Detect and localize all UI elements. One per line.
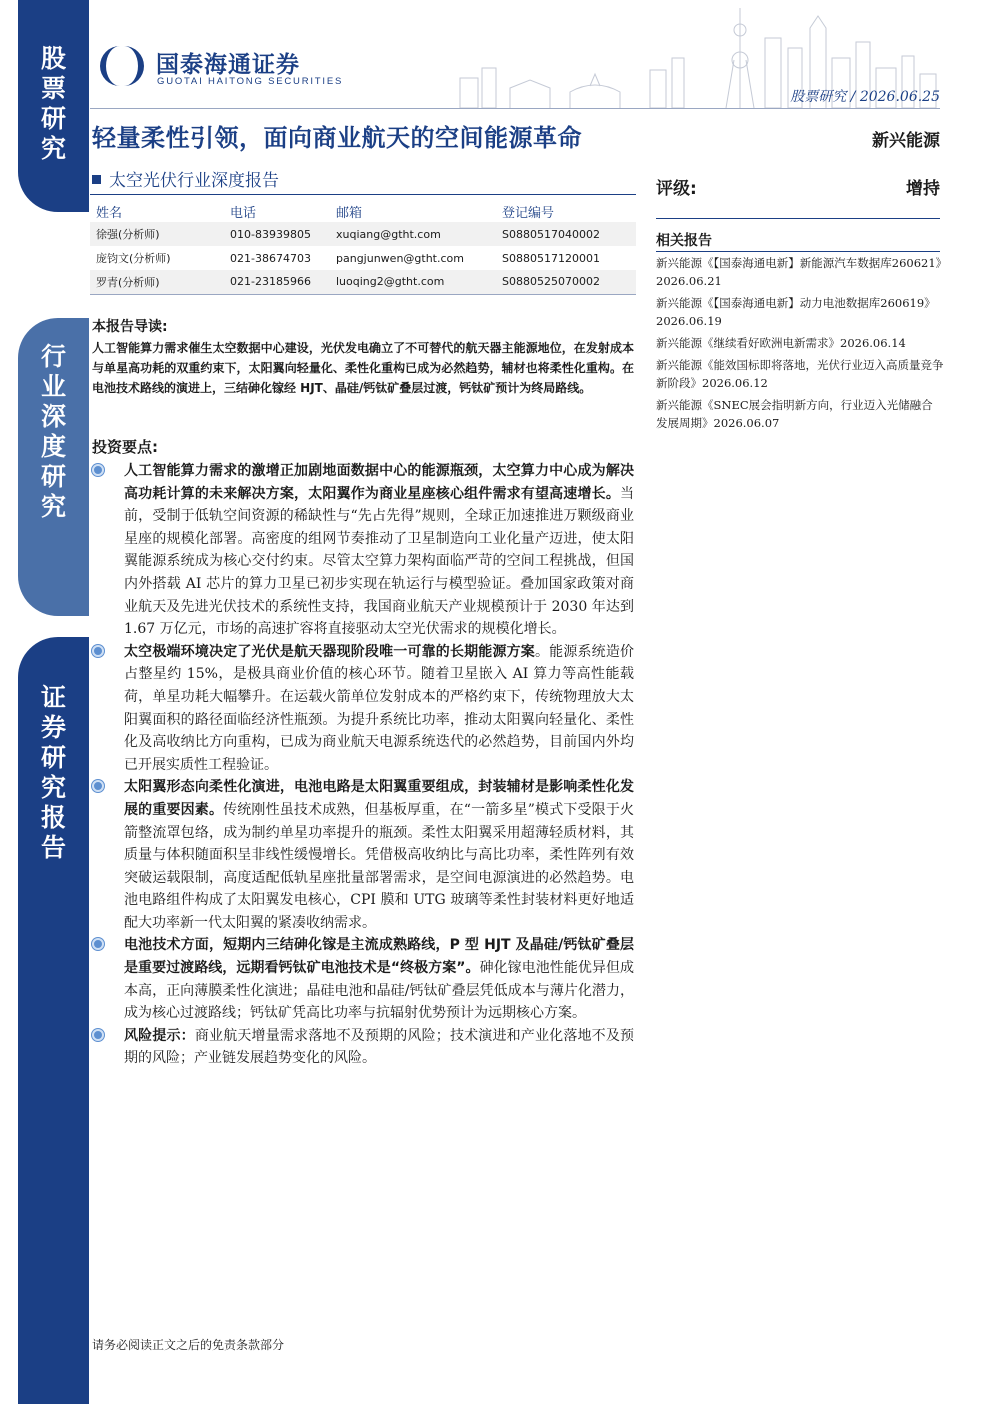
table-row [90,222,636,246]
report-type-date: 股票研究 / 2026.06.25 [790,89,940,105]
analyst-phone: 021-23185966 [224,270,330,294]
related-report-item[interactable]: 新兴能源《能效国标即将落地，光伏行业迈入高质量竞争新阶段》2026.06.12 [656,358,944,390]
related-report-item[interactable]: 新兴能源《SNEC展会指明新方向，行业迈入光储融合发展周期》2026.06.07 [656,398,933,430]
bullet-icon [92,1029,104,1041]
analyst-phone: 021-38674703 [230,251,311,265]
report-subtitle: 太空光伏行业深度报告 [92,166,279,191]
column-header-registration: 登记编号 [502,205,555,221]
investment-points-title: 投资要点: [92,438,158,456]
sidebar-label-securities-report: 证 券 研 究 报 告 [40,683,66,862]
investment-point [92,934,634,1024]
related-report-item[interactable]: 新兴能源《继续看好欧洲电新需求》2026.06.14 [656,336,906,350]
related-report-item[interactable]: 新兴能源《【国泰海通电新】动力电池数据库260619》2026.06.19 [656,296,936,328]
point-highlight: 太阳翼形态向柔性化演进，电池电路是太阳翼重要组成，封装辅材是影响柔性化发展的重要因素。 [124,779,634,818]
guide-body: 人工智能算力需求催生太空数据中心建设，光伏发电确立了不可替代的航天器主能源地位，在发射成本与单星高功耗的双重约束下，太阳翼向轻量化、柔性化重构已成为必然趋势，辅材也将柔性化重构。在电池技术路线的演进上，三结砷化镓经 HJT、晶硅/钙钛矿叠层过渡，钙钛矿预计为终局路线。 [92,341,634,395]
analyst-email[interactable]: xuqiang@gtht.com [330,222,496,246]
analyst-table-header [90,200,636,222]
analyst-name: 庞钧文(分析师) [96,252,171,265]
report-title: 轻量柔性引领，面向商业航天的空间能源革命 [92,124,582,152]
investment-point [92,460,634,641]
sidebar-block-stock-research [18,0,89,212]
related-reports-divider [656,251,940,252]
analyst-registration: S0880525070002 [496,270,636,294]
column-header-name: 姓名 [96,205,123,221]
bullet-icon [92,464,104,476]
point-text: 砷化镓电池性能优异但成本高，正向薄膜柔性化演进；晶硅电池和晶硅/钙钛矿叠层凭低成本与薄片化潜力，成为核心过渡路线；钙钛矿凭高比功率与抗辐射优势预计为远期核心方案。 [124,960,635,1022]
rating-value: 增持 [906,179,940,199]
sidebar-block-industry-research [18,318,89,616]
point-text: 。能源系统造价占整星约 15%，是极具商业价值的核心环节。随着卫星嵌入 AI 算力等高性能载荷，单星功耗大幅攀升。在运载火箭单位发射成本的严格约束下，传统物理放大太阳翼面积的路径面临经济性瓶颈。为提升系统比功率，推动太阳翼向轻量化、柔性化及高收纳比方向重构，已成为商业航天电源系统迭代的必然趋势，目前国内外均已开展实质性工程验证。 [124,643,635,773]
sidebar-label-stock-research: 股 票 研 究 [40,44,66,163]
related-reports-title: 相关报告 [656,233,712,249]
point-text: 商业航天增量需求落地不及预期的风险；技术演进和产业化落地不及预期的风险；产业链发展趋势变化的风险。 [124,1027,635,1067]
company-logo-icon [94,44,146,88]
rating-label: 评级: [656,179,697,199]
point-highlight: 人工智能算力需求的激增正加剧地面数据中心的能源瓶颈，太空算力中心成为解决高功耗计算的未来解决方案，太阳翼作为商业星座核心组件需求有望高速增长。 [124,463,634,502]
sidebar-block-securities-report [18,637,89,1404]
square-bullet-icon [92,175,101,184]
rating-divider [656,218,940,219]
point-highlight: 电池技术方面，短期内三结砷化镓是主流成熟路线，P 型 HJT 及晶硅/钙钛矿叠层是重要过渡路线，远期看钙钛矿电池技术是“终极方案”。 [124,937,634,977]
analyst-registration: S0880517040002 [496,222,636,246]
bullet-icon [92,938,104,950]
analyst-registration: S0880517120001 [502,251,600,265]
column-header-phone: 电话 [230,205,257,221]
disclaimer-note: 请务必阅读正文之后的免责条款部分 [92,1338,285,1352]
analyst-email[interactable]: luoqing2@gtht.com [330,270,496,294]
table-row [90,270,636,294]
related-reports-list [656,254,944,436]
sector-label: 新兴能源 [872,131,940,151]
guide-title: 本报告导读: [92,319,168,335]
analyst-phone: 010-83939805 [224,222,330,246]
point-text: 当前，受制于低轨空间资源的稀缺性与“先占先得”规则，全球正加速推进万颗级商业星座的规模化部署。高密度的组网节奏推动了卫星制造向工业化量产迈进，使太阳翼能源系统成为核心交付约束。尽管太空算力架构面临严苛的空间工程挑战，但国内外搭载 AI 芯片的算力卫星已初步实现在轨运行与模型验证。叠加国家政策对商业航天及先进光伏技术的系统性支持，我国商业航天产业规模预计于 2030 年达到 1.67 万亿元，市场的高速扩容将直接驱动太空光伏需求的规模化增长。 [124,485,634,638]
investment-point [92,1025,634,1070]
investment-point [92,641,634,777]
subtitle-divider [90,194,636,195]
table-row [90,246,636,270]
investment-points-list [92,460,634,1070]
analyst-table [90,200,636,295]
bullet-icon [92,645,104,657]
analyst-email[interactable]: pangjunwen@gtht.com [336,251,464,265]
point-highlight: 风险提示： [124,1027,195,1044]
company-name-en: GUOTAI HAITONG SECURITIES [157,76,344,87]
point-highlight: 太空极端环境决定了光伏是航天器现阶段唯一可靠的长期能源方案 [124,643,535,660]
column-header-email: 邮箱 [336,205,363,221]
point-text: 传统刚性虽技术成熟，但基板厚重，在“一箭多星”模式下受限于火箭整流罩包络，成为制约单星功率提升的瓶颈。柔性太阳翼采用超薄轻质材料，其质量与体积随面积呈非线性缓慢增长。凭借极高收纳比与高比功率，柔性阵列有效突破运载限制，高度适配低轨星座批量部署需求，是空间电源演进的必然趋势。电池电路组件构成了太阳翼发电核心，CPI 膜和 UTG 玻璃等柔性封装材料更好地适配大功率新一代太阳翼的紧凑收纳需求。 [124,801,634,931]
sidebar-label-industry-research: 行 业 深 度 研 究 [40,342,66,521]
related-report-item[interactable]: 新兴能源《【国泰海通电新】新能源汽车数据库260621》2026.06.21 [656,256,942,288]
bullet-icon [92,780,104,792]
analyst-name: 罗青(分析师) [90,270,224,294]
company-name-cn: 国泰海通证券 [156,52,300,78]
analyst-name: 徐强(分析师) [90,222,224,246]
investment-point [92,776,634,934]
header-divider [90,108,940,109]
